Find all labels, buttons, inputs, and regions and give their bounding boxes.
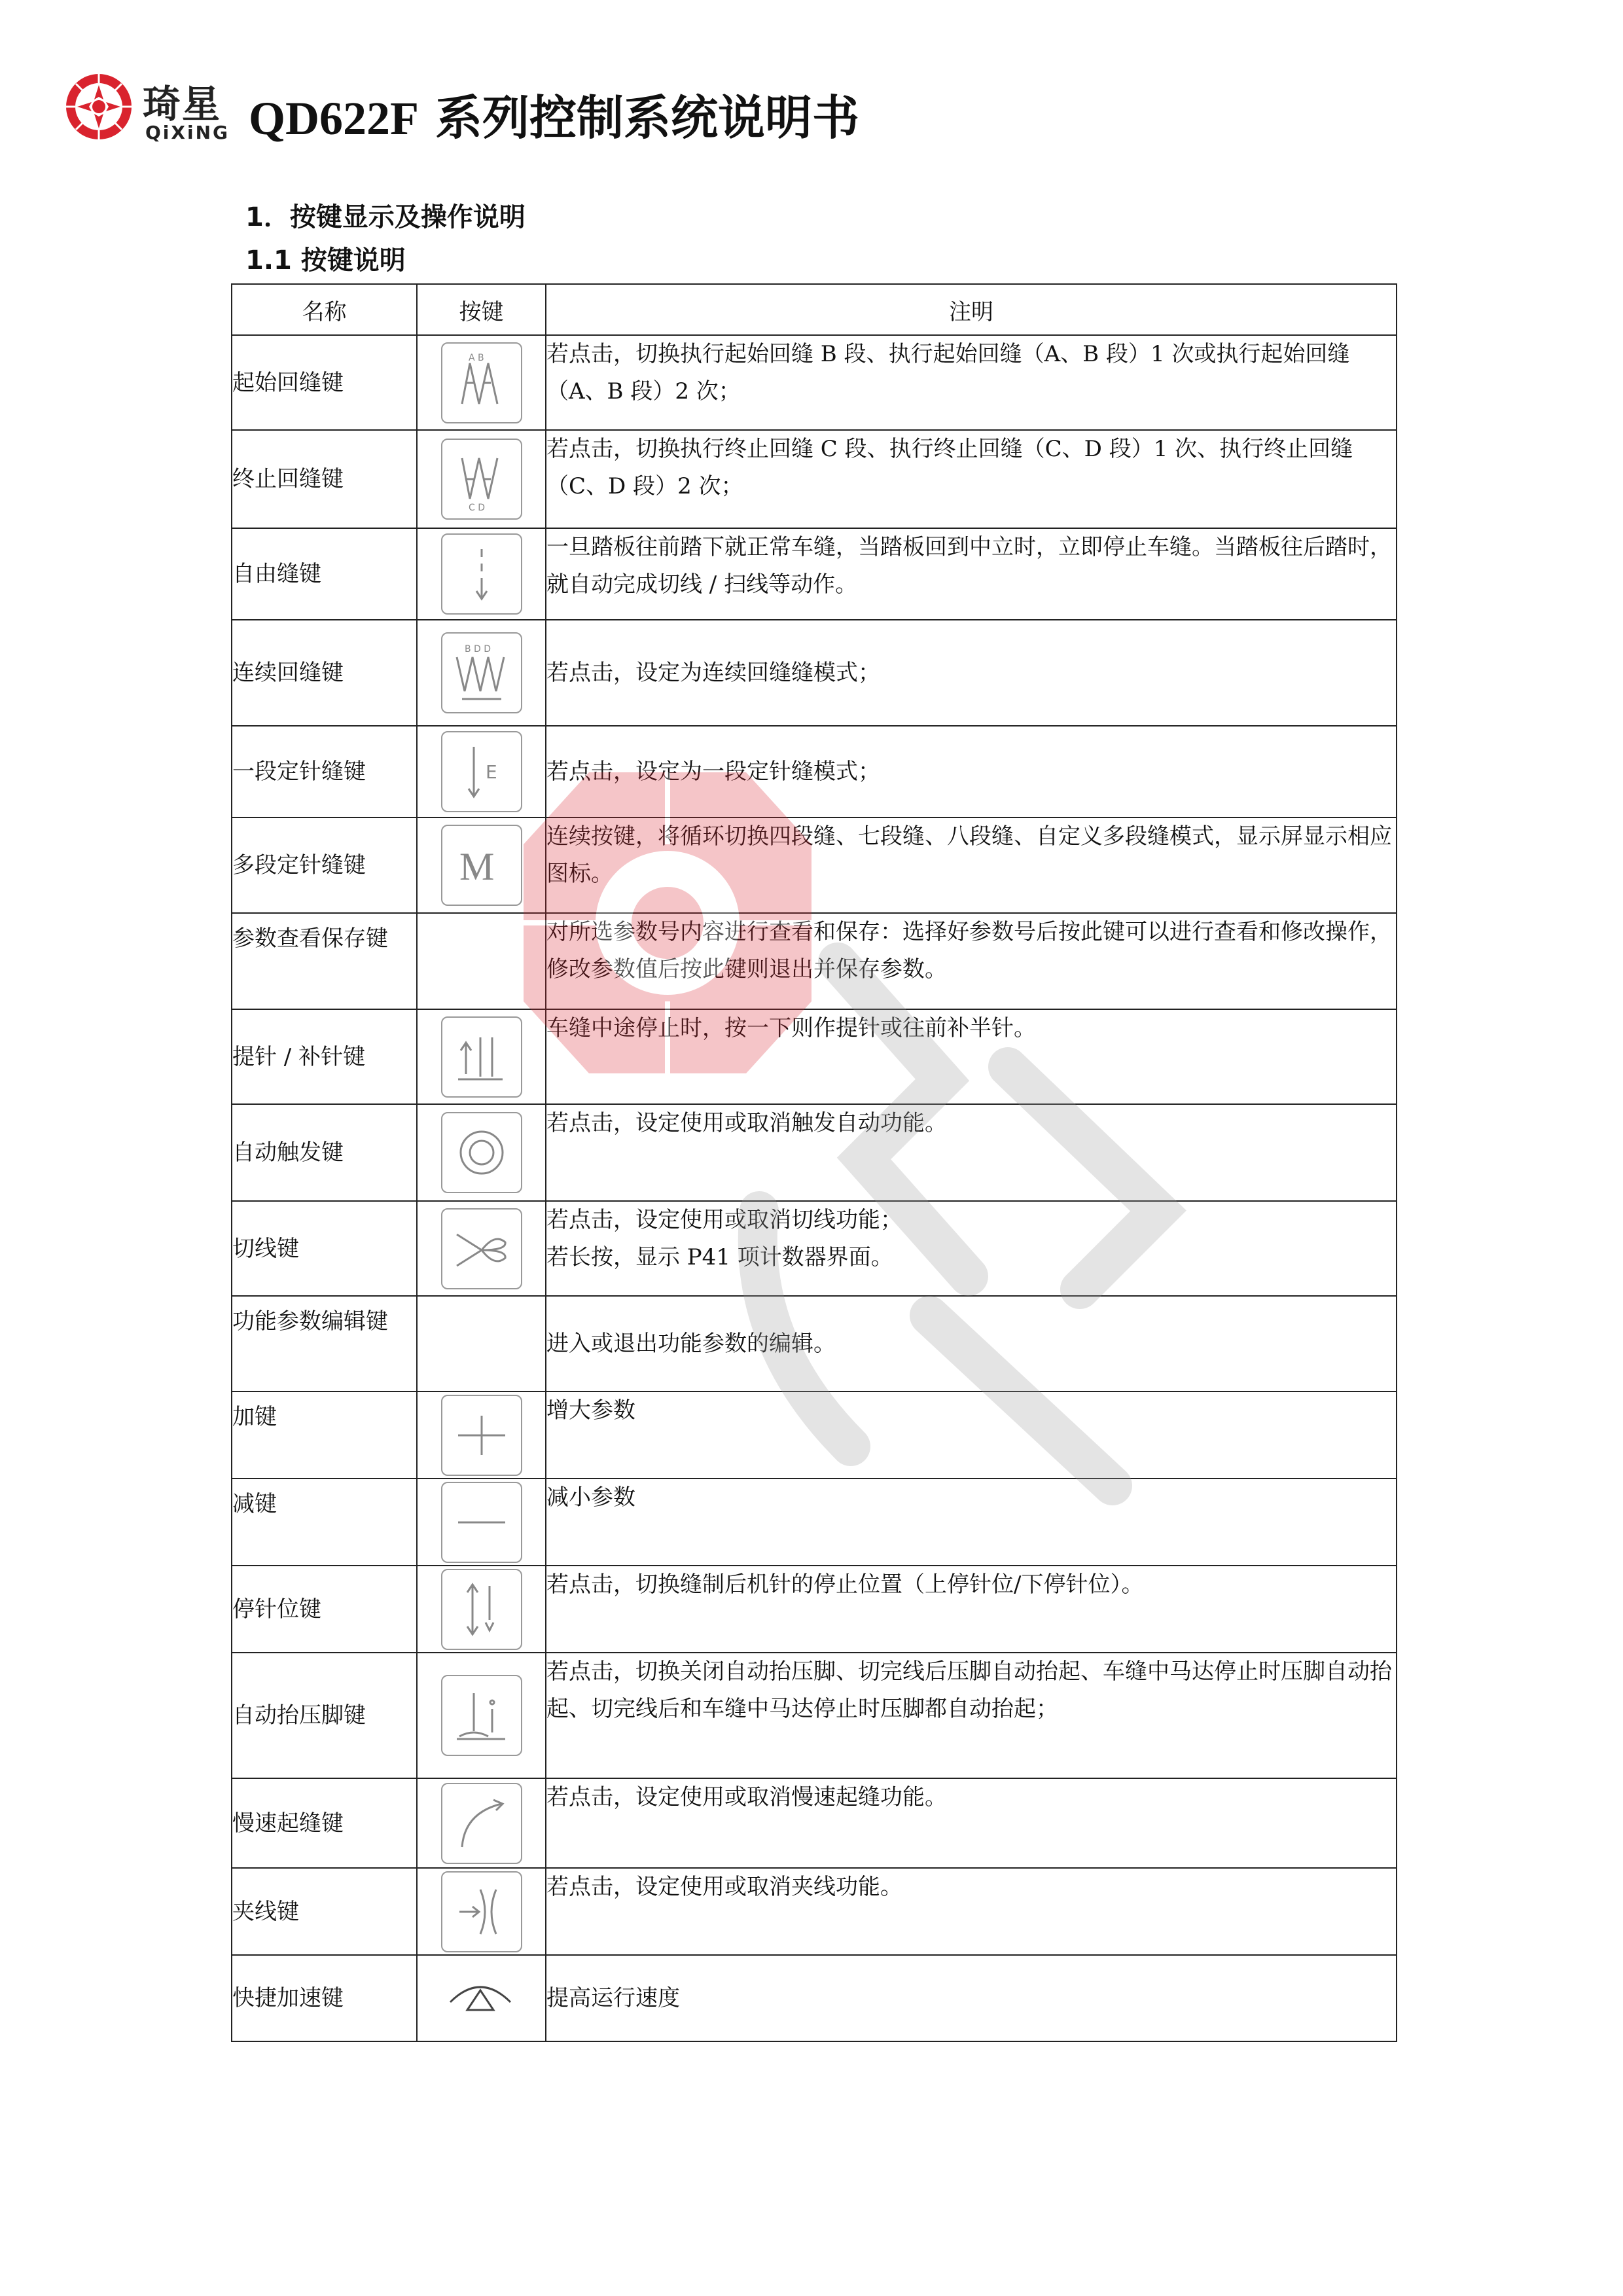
key-name: 慢速起缝键 — [232, 1778, 417, 1868]
table-row — [232, 1391, 1397, 1479]
key-note: 若点击，切换关闭自动抬压脚、切完线后压脚自动抬起、车缝中马达停止时压脚自动抬起、切完线后和车缝中马达停止时压脚都自动抬起； — [546, 1653, 1397, 1778]
presser-foot-icon — [442, 1676, 521, 1755]
key-name: 终止回缝键 — [232, 430, 417, 528]
needle-lift-icon — [442, 1018, 521, 1096]
key-empty — [417, 913, 546, 1009]
speed-up-icon — [441, 1958, 520, 2036]
table-row — [232, 1868, 1397, 1955]
thread-trim-icon — [442, 1210, 521, 1288]
one-segment-stitch-icon — [442, 732, 521, 811]
table-row — [232, 1201, 1397, 1296]
header-name: 名称 — [232, 284, 417, 335]
key-note — [546, 1201, 1397, 1296]
brand-name-en: QiXiNG — [145, 122, 230, 143]
key-name: 多段定针缝键 — [232, 817, 417, 913]
key-note: 若点击，设定为连续回缝缝模式； — [546, 620, 1397, 726]
table-row — [232, 1566, 1397, 1653]
key-note: 若点击，设定使用或取消夹线功能。 — [546, 1868, 1397, 1955]
end-backtack-icon — [442, 440, 521, 518]
title-model: QD622F — [249, 92, 419, 145]
key-note: 减小参数 — [546, 1479, 1397, 1566]
minus-key[interactable] — [441, 1482, 522, 1563]
plus-key[interactable] — [441, 1395, 522, 1476]
key-note: 对所选参数号内容进行查看和保存：选择好参数号后按此键可以进行查看和修改操作，修改参数值后按此键则退出并保存参数。 — [546, 913, 1397, 1009]
key-name: 连续回缝键 — [232, 620, 417, 726]
end-backtack-key[interactable] — [441, 439, 522, 520]
continuous-backtack-key[interactable] — [441, 632, 522, 713]
key-note: 连续按键，将循环切换四段缝、七段缝、八段缝、自定义多段缝模式，显示屏显示相应图标。 — [546, 817, 1397, 913]
thread-clamp-key[interactable] — [441, 1871, 522, 1952]
free-sew-icon — [442, 535, 521, 613]
key-name: 提针 / 补针键 — [232, 1009, 417, 1104]
multi-segment-stitch-key[interactable] — [441, 825, 522, 906]
table-row — [232, 1955, 1397, 2041]
table-row — [232, 1296, 1397, 1391]
key-note: 若点击，设定使用或取消触发自动功能。 — [546, 1104, 1397, 1201]
key-name: 自由缝键 — [232, 528, 417, 620]
key-note: 一旦踏板往前踏下就正常车缝，当踏板回到中立时，立即停止车缝。当踏板往后踏时，就自动完成切线 / 扫线等动作。 — [546, 528, 1397, 620]
table-row — [232, 1479, 1397, 1566]
table-row — [232, 726, 1397, 817]
key-note: 提高运行速度 — [546, 1955, 1397, 2041]
svg-text:M: M — [459, 845, 494, 888]
svg-text:A B: A B — [468, 352, 484, 363]
header-note: 注明 — [546, 284, 1397, 335]
free-sew-key[interactable] — [441, 533, 522, 615]
minus-icon — [442, 1483, 521, 1562]
table-row — [232, 1104, 1397, 1201]
title-text: 系列控制系统说明书 — [418, 90, 860, 145]
presser-foot-key[interactable] — [441, 1675, 522, 1756]
table-row — [232, 817, 1397, 913]
svg-text:E: E — [485, 761, 497, 783]
table-row — [232, 1778, 1397, 1868]
key-note-line: 若长按，显示 P41 项计数器界面。 — [546, 1244, 893, 1270]
svg-text:C D: C D — [468, 503, 485, 513]
key-note: 若点击，设定为一段定针缝模式； — [546, 726, 1397, 817]
start-backtack-key[interactable] — [441, 342, 522, 423]
key-note: 车缝中途停止时，按一下则作提针或往前补半针。 — [546, 1009, 1397, 1104]
slow-start-key[interactable] — [441, 1783, 522, 1864]
continuous-backtack-icon — [442, 634, 521, 712]
key-name: 一段定针缝键 — [232, 726, 417, 817]
table-row — [232, 528, 1397, 620]
section-heading: 1．按键显示及操作说明 — [245, 202, 526, 232]
needle-position-icon — [442, 1570, 521, 1649]
key-note: 若点击，切换缝制后机针的停止位置（上停针位/下停针位）。 — [546, 1566, 1397, 1653]
slow-start-icon — [442, 1784, 521, 1863]
key-name: 自动抬压脚键 — [232, 1653, 417, 1778]
thread-clamp-icon — [442, 1873, 521, 1951]
qixing-logo-icon — [63, 71, 135, 143]
needle-lift-key[interactable] — [441, 1016, 522, 1098]
key-empty — [417, 1296, 546, 1391]
brand-name-cn: 琦星 — [143, 82, 222, 126]
key-name: 自动触发键 — [232, 1104, 417, 1201]
key-note: 进入或退出功能参数的编辑。 — [546, 1296, 1397, 1391]
key-description-table — [231, 283, 1397, 2042]
start-backtack-icon — [442, 344, 521, 422]
table-row — [232, 430, 1397, 528]
key-note: 若点击，切换执行终止回缝 C 段、执行终止回缝（C、D 段）1 次、执行终止回缝（C、D 段）2 次； — [546, 430, 1397, 528]
document-title — [249, 80, 859, 148]
one-segment-stitch-key[interactable] — [441, 731, 522, 812]
needle-position-key[interactable] — [441, 1569, 522, 1650]
svg-text:B D D: B D D — [464, 644, 491, 655]
speed-up-key[interactable] — [441, 1958, 522, 2039]
key-name: 功能参数编辑键 — [232, 1296, 417, 1391]
auto-trigger-icon — [442, 1113, 521, 1192]
key-name: 起始回缝键 — [232, 335, 417, 430]
key-name: 夹线键 — [232, 1868, 417, 1955]
header-key: 按键 — [417, 284, 546, 335]
auto-trigger-key[interactable] — [441, 1112, 522, 1193]
table-row — [232, 335, 1397, 430]
key-name: 停针位键 — [232, 1566, 417, 1653]
key-name: 切线键 — [232, 1201, 417, 1296]
key-note: 若点击，切换执行起始回缝 B 段、执行起始回缝（A、B 段）1 次或执行起始回缝（A、B 段）2 次； — [546, 335, 1397, 430]
multi-segment-stitch-icon — [442, 826, 521, 905]
key-name: 加键 — [232, 1391, 417, 1479]
table-row — [232, 1009, 1397, 1104]
subsection-heading: 1.1 按键说明 — [245, 245, 406, 276]
key-name: 快捷加速键 — [232, 1955, 417, 2041]
table-row — [232, 620, 1397, 726]
page-header — [63, 71, 979, 156]
table-header-row — [232, 284, 1397, 335]
thread-trim-key[interactable] — [441, 1208, 522, 1289]
key-note-line: 若点击，设定使用或取消切线功能； — [546, 1207, 902, 1233]
table-row — [232, 1653, 1397, 1778]
key-note: 增大参数 — [546, 1391, 1397, 1479]
plus-icon — [442, 1396, 521, 1475]
key-note: 若点击，设定使用或取消慢速起缝功能。 — [546, 1778, 1397, 1868]
key-name: 减键 — [232, 1479, 417, 1566]
key-name: 参数查看保存键 — [232, 913, 417, 1009]
table-row — [232, 913, 1397, 1009]
